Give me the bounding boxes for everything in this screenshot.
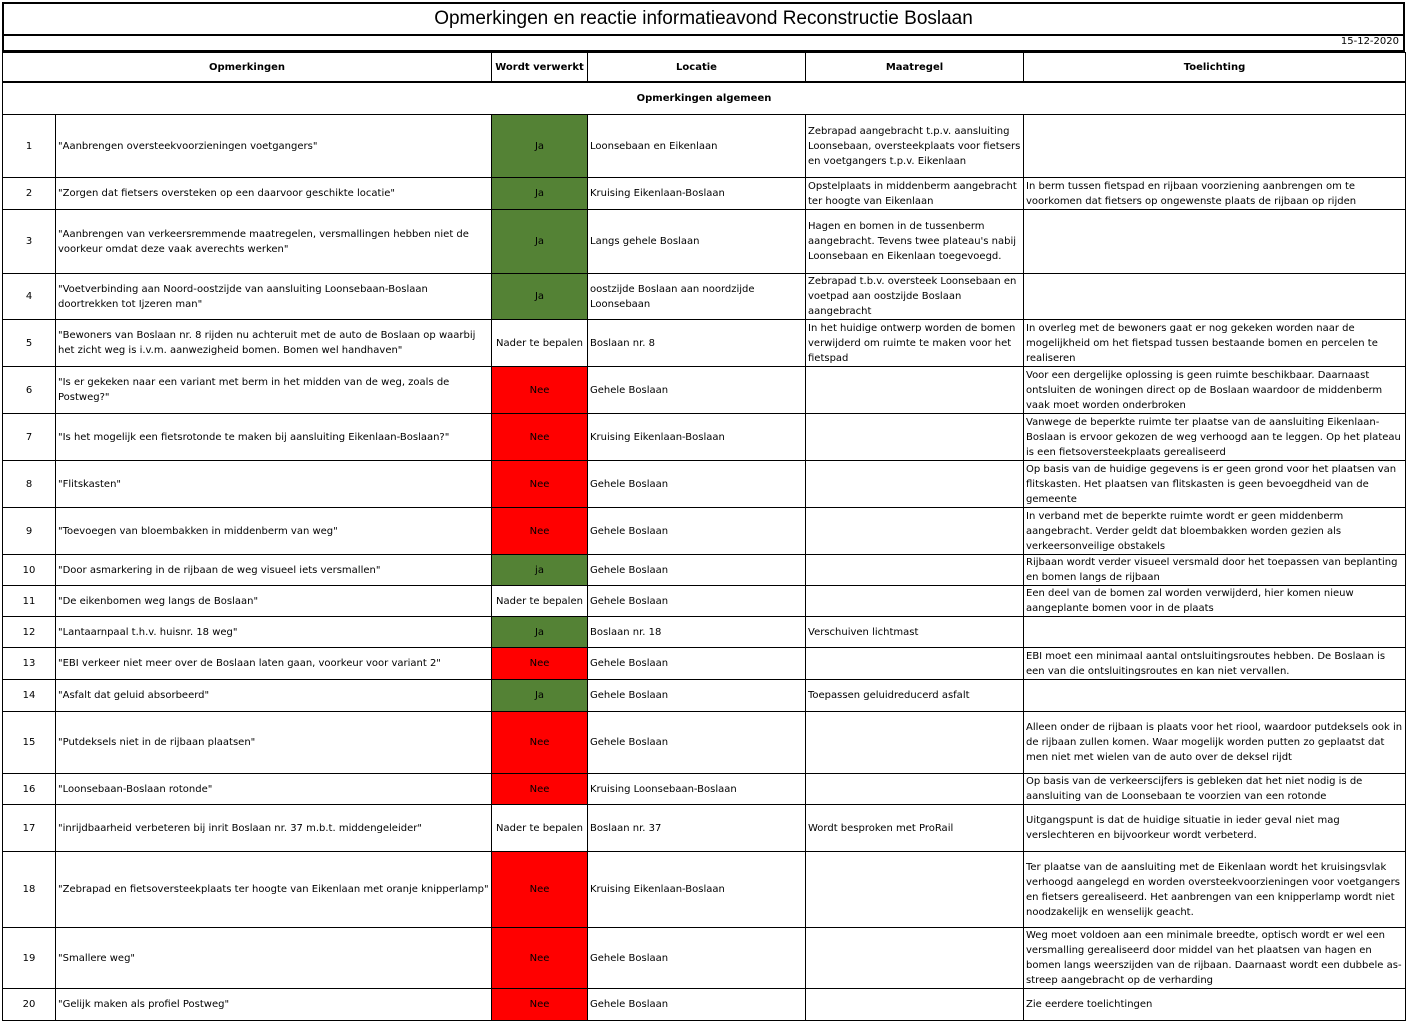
table-row [3,648,1406,680]
explanation-cell: In berm tussen fietspad en rijbaan voorziening aanbrengen om te voorkomen dat fietsers op ongewenste plaats de rijbaan op rijden [1024,178,1406,210]
explanation-cell [1024,115,1406,178]
status-cell: Nader te bepalen [492,805,588,852]
remark-cell: "inrijdbaarheid verbeteren bij inrit Boslaan nr. 37 m.b.t. middengeleider" [56,805,492,852]
location-cell: Gehele Boslaan [588,461,806,508]
document-date: 15-12-2020 [2,34,1405,52]
remark-cell: "Smallere weg" [56,928,492,989]
remark-cell: "Putdeksels niet in de rijbaan plaatsen" [56,712,492,774]
table-row [3,712,1406,774]
table-row [3,928,1406,989]
remark-cell: "Aanbrengen van verkeersremmende maatregelen, versmallingen hebben niet de voorkeur omdat deze vaak averechts werken" [56,210,492,274]
location-cell: Gehele Boslaan [588,508,806,555]
row-number: 20 [3,989,56,1021]
table-row [3,115,1406,178]
measure-cell [806,989,1024,1021]
status-cell: Ja [492,617,588,648]
header-row [3,53,1406,83]
explanation-cell: Op basis van de verkeerscijfers is gebleken dat het niet nodig is de aansluiting van de Loonsebaan te voorzien van een rotonde [1024,774,1406,805]
table-row [3,774,1406,805]
explanation-cell: Op basis van de huidige gegevens is er geen grond voor het plaatsen van flitskasten. Het plaatsen van flitskasten is geen bevoegdheid van de gemeente [1024,461,1406,508]
remark-cell: "Loonsebaan-Boslaan rotonde" [56,774,492,805]
status-cell: Nee [492,461,588,508]
section-row [3,82,1406,115]
status-cell: Nee [492,989,588,1021]
measure-cell [806,508,1024,555]
explanation-cell: EBI moet een minimaal aantal ontsluitingsroutes hebben. De Boslaan is een van die ontsluitingsroutes en kan niet vervallen. [1024,648,1406,680]
row-number: 18 [3,852,56,928]
status-cell: ja [492,555,588,586]
remark-cell: "Door asmarkering in de rijbaan de weg visueel iets versmallen" [56,555,492,586]
measure-cell [806,461,1024,508]
explanation-cell [1024,274,1406,320]
measure-cell: In het huidige ontwerp worden de bomen verwijderd om ruimte te maken voor het fietspad [806,320,1024,367]
status-cell: Ja [492,274,588,320]
status-cell: Nee [492,508,588,555]
location-cell: Kruising Eikenlaan-Boslaan [588,178,806,210]
row-number: 3 [3,210,56,274]
status-cell: Nee [492,414,588,461]
location-cell: Langs gehele Boslaan [588,210,806,274]
measure-cell: Toepassen geluidreducerd asfalt [806,680,1024,712]
row-number: 16 [3,774,56,805]
explanation-cell: Ter plaatse van de aansluiting met de Eikenlaan wordt het kruisingsvlak verhoogd aangelegd en worden oversteekvoorzieningen voor voetgangers en fietsers gerealiseerd. Het aanbrengen van een knipperlamp wordt niet noodzakelijk en wenselijk geacht. [1024,852,1406,928]
explanation-cell [1024,680,1406,712]
table-row [3,586,1406,617]
row-number: 17 [3,805,56,852]
row-number: 4 [3,274,56,320]
row-number: 13 [3,648,56,680]
remark-cell: "Lantaarnpaal t.h.v. huisnr. 18 weg" [56,617,492,648]
measure-cell [806,586,1024,617]
explanation-cell: Voor een dergelijke oplossing is geen ruimte beschikbaar. Daarnaast ontsluiten de woningen direct op de Boslaan waardoor de middenberm vaak moet worden onderbroken [1024,367,1406,414]
location-cell: Loonsebaan en Eikenlaan [588,115,806,178]
table-row [3,367,1406,414]
row-number: 12 [3,617,56,648]
measure-cell: Hagen en bomen in de tussenberm aangebracht. Tevens twee plateau's nabij Loonsebaan en Eikenlaan toegevoegd. [806,210,1024,274]
remark-cell: "Voetverbinding aan Noord-oostzijde van aansluiting Loonsebaan-Boslaan doortrekken tot Ijzeren man" [56,274,492,320]
remark-cell: "Aanbrengen oversteekvoorzieningen voetgangers" [56,115,492,178]
location-cell: Kruising Loonsebaan-Boslaan [588,774,806,805]
explanation-cell: Zie eerdere toelichtingen [1024,989,1406,1021]
location-cell: oostzijde Boslaan aan noordzijde Loonsebaan [588,274,806,320]
explanation-cell: In verband met de beperkte ruimte wordt er geen middenberm aangebracht. Verder geldt dat bloembakken worden gezien als verkeersonveilige obstakels [1024,508,1406,555]
measure-cell: Wordt besproken met ProRail [806,805,1024,852]
status-cell: Ja [492,115,588,178]
remark-cell: "Zebrapad en fietsoversteekplaats ter hoogte van Eikenlaan met oranje knipperlamp" [56,852,492,928]
status-cell: Nee [492,712,588,774]
remark-cell: "Zorgen dat fietsers oversteken op een daarvoor geschikte locatie" [56,178,492,210]
table-row [3,555,1406,586]
measure-cell: Verschuiven lichtmast [806,617,1024,648]
status-cell: Nee [492,367,588,414]
remark-cell: "EBI verkeer niet meer over de Boslaan laten gaan, voorkeur voor variant 2" [56,648,492,680]
explanation-cell: Rijbaan wordt verder visueel versmald door het toepassen van beplanting en bomen langs de rijbaan [1024,555,1406,586]
header-toelichting: Toelichting [1024,53,1406,83]
status-cell: Nader te bepalen [492,586,588,617]
remark-cell: "Bewoners van Boslaan nr. 8 rijden nu achteruit met de auto de Boslaan op waarbij het zicht weg is i.v.m. aanwezigheid bomen. Bomen wel handhaven" [56,320,492,367]
remark-cell: "Asfalt dat geluid absorbeerd" [56,680,492,712]
table-row [3,210,1406,274]
explanation-cell: Een deel van de bomen zal worden verwijderd, hier komen nieuw aangeplante bomen voor in de plaats [1024,586,1406,617]
table-row [3,320,1406,367]
remark-cell: "Is het mogelijk een fietsrotonde te maken bij aansluiting Eikenlaan-Boslaan?" [56,414,492,461]
header-opmerkingen: Opmerkingen [3,53,492,83]
measure-cell [806,852,1024,928]
location-cell: Gehele Boslaan [588,555,806,586]
remark-cell: "Gelijk maken als profiel Postweg" [56,989,492,1021]
header-locatie: Locatie [588,53,806,83]
row-number: 6 [3,367,56,414]
row-number: 5 [3,320,56,367]
location-cell: Gehele Boslaan [588,586,806,617]
remark-cell: "De eikenbomen weg langs de Boslaan" [56,586,492,617]
status-cell: Ja [492,178,588,210]
location-cell: Gehele Boslaan [588,367,806,414]
measure-cell [806,367,1024,414]
measure-cell [806,928,1024,989]
measure-cell [806,414,1024,461]
row-number: 2 [3,178,56,210]
table-row [3,680,1406,712]
location-cell: Gehele Boslaan [588,648,806,680]
status-cell: Nee [492,774,588,805]
explanation-cell: Alleen onder de rijbaan is plaats voor het riool, waardoor putdeksels ook in de rijbaan zullen komen. Waar mogelijk worden putten zo geplaatst dat men niet met wielen van de auto over de deksel rijdt [1024,712,1406,774]
measure-cell [806,712,1024,774]
measure-cell: Zebrapad aangebracht t.p.v. aansluiting Loonsebaan, oversteekplaats voor fietsers en voetgangers t.p.v. Eikenlaan [806,115,1024,178]
table-row [3,852,1406,928]
section-title: Opmerkingen algemeen [3,82,1406,115]
measure-cell [806,555,1024,586]
row-number: 19 [3,928,56,989]
row-number: 8 [3,461,56,508]
location-cell: Boslaan nr. 8 [588,320,806,367]
location-cell: Gehele Boslaan [588,712,806,774]
table-row [3,274,1406,320]
document-title: Opmerkingen en reactie informatieavond Reconstructie Boslaan [2,2,1405,36]
explanation-cell: Vanwege de beperkte ruimte ter plaatse van de aansluiting Eikenlaan-Boslaan is ervoor gekozen de weg verhoogd aan te leggen. Op het plateau is een fietsoversteekplaats gerealiseerd [1024,414,1406,461]
location-cell: Gehele Boslaan [588,680,806,712]
row-number: 7 [3,414,56,461]
explanation-cell [1024,617,1406,648]
status-cell: Nader te bepalen [492,320,588,367]
table-row [3,989,1406,1021]
location-cell: Boslaan nr. 37 [588,805,806,852]
measure-cell [806,648,1024,680]
row-number: 15 [3,712,56,774]
status-cell: Nee [492,648,588,680]
table-row [3,178,1406,210]
location-cell: Boslaan nr. 18 [588,617,806,648]
table-row [3,617,1406,648]
remark-cell: "Flitskasten" [56,461,492,508]
table-row [3,508,1406,555]
explanation-cell: In overleg met de bewoners gaat er nog gekeken worden naar de mogelijkheid om het fietspad tussen bestaande bomen en percelen te realiseren [1024,320,1406,367]
measure-cell: Opstelplaats in middenberm aangebracht ter hoogte van Eikenlaan [806,178,1024,210]
table-row [3,805,1406,852]
table-row [3,414,1406,461]
status-cell: Nee [492,852,588,928]
measure-cell: Zebrapad t.b.v. oversteek Loonsebaan en voetpad aan oostzijde Boslaan aangebracht [806,274,1024,320]
remark-cell: "Is er gekeken naar een variant met berm in het midden van de weg, zoals de Postweg?" [56,367,492,414]
status-cell: Ja [492,680,588,712]
row-number: 1 [3,115,56,178]
header-wordt-verwerkt: Wordt verwerkt [492,53,588,83]
explanation-cell [1024,210,1406,274]
row-number: 9 [3,508,56,555]
row-number: 11 [3,586,56,617]
remarks-table [2,52,1406,1021]
remark-cell: "Toevoegen van bloembakken in middenberm van weg" [56,508,492,555]
location-cell: Kruising Eikenlaan-Boslaan [588,852,806,928]
explanation-cell: Uitgangspunt is dat de huidige situatie in ieder geval niet mag verslechteren en bijvoorkeur wordt verbeterd. [1024,805,1406,852]
location-cell: Gehele Boslaan [588,989,806,1021]
explanation-cell: Weg moet voldoen aan een minimale breedte, optisch wordt er wel een versmalling gerealiseerd door middel van het plaatsen van hagen en bomen langs weerszijden van de rijbaan. Daarnaast wordt een dubbele as-streep aangebracht op de verharding [1024,928,1406,989]
measure-cell [806,774,1024,805]
header-maatregel: Maatregel [806,53,1024,83]
location-cell: Kruising Eikenlaan-Boslaan [588,414,806,461]
row-number: 14 [3,680,56,712]
table-row [3,461,1406,508]
location-cell: Gehele Boslaan [588,928,806,989]
row-number: 10 [3,555,56,586]
status-cell: Nee [492,928,588,989]
status-cell: Ja [492,210,588,274]
